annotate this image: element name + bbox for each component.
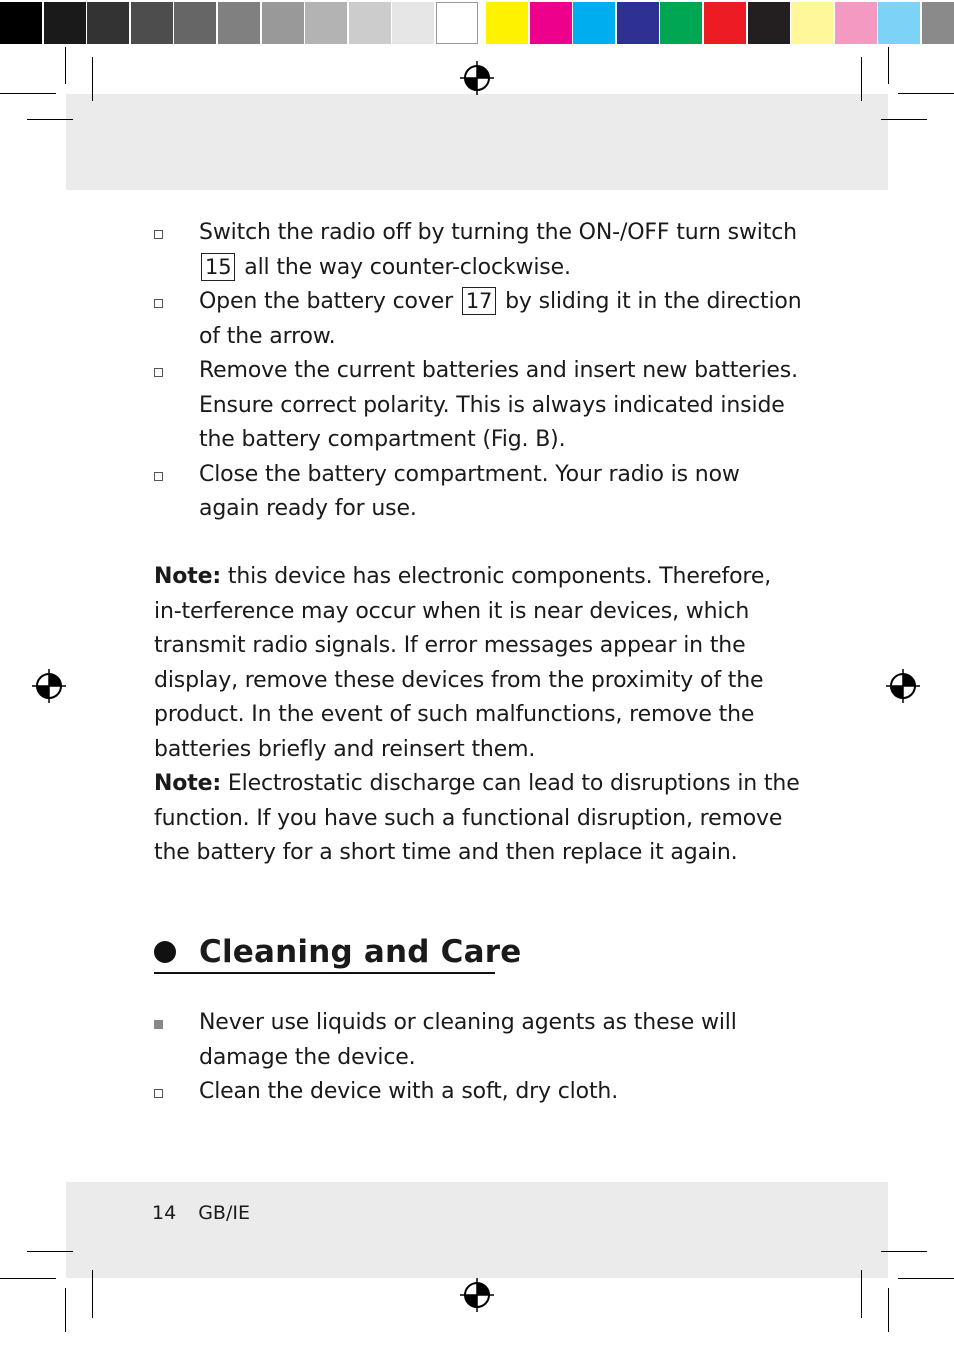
- color-swatch: [922, 2, 954, 44]
- note-paragraph: [154, 560, 804, 767]
- list-item: [154, 458, 804, 527]
- step-text: Open the battery cover: [199, 289, 460, 314]
- section-title: Cleaning and Care: [199, 934, 522, 970]
- note-text: Electrostatic discharge can lead to disruptions in the function. If you have such a functional disruption, remove the battery for a short time and then replace it again.: [154, 771, 800, 865]
- section-heading: [154, 930, 521, 974]
- step-text: Remove the current batteries and insert new batteries. Ensure correct polarity. This is always indicated inside the battery compartment (Fig. B).: [199, 358, 798, 452]
- list-item: [154, 285, 804, 354]
- color-swatch: [131, 2, 173, 44]
- list-item: [154, 1075, 804, 1110]
- checkbox-square-icon: [154, 472, 163, 481]
- color-swatch: [660, 2, 702, 44]
- color-swatch: [0, 2, 42, 44]
- step-text: Close the battery compartment. Your radio is now again ready for use.: [199, 461, 740, 521]
- warning-square-icon: [154, 1020, 163, 1029]
- checkbox-square-icon: [154, 1089, 163, 1098]
- list-item: [154, 216, 804, 285]
- item-text: Clean the device with a soft, dry cloth.: [199, 1079, 619, 1104]
- note-text: this device has electronic components. Therefore, in-terference may occur when it is near devices, which transmit radio signals. If error messages appear in the display, remove these devices from the proximity of the product. In the event of such malfunctions, remove the batteries briefly and reinsert them.: [154, 564, 772, 762]
- note-paragraph: [154, 767, 804, 871]
- page-footer: [152, 1202, 272, 1224]
- cleaning-list: [154, 1006, 804, 1110]
- color-swatch: [262, 2, 304, 44]
- registration-mark-icon: [32, 669, 66, 703]
- registration-mark-icon: [886, 669, 920, 703]
- color-swatch: [878, 2, 920, 44]
- checkbox-square-icon: [154, 299, 163, 308]
- color-swatch: [530, 2, 572, 44]
- item-text: Never use liquids or cleaning agents as these will damage the device.: [199, 1010, 737, 1070]
- note-label: Note:: [154, 771, 222, 796]
- color-swatch: [573, 2, 615, 44]
- color-swatch: [44, 2, 86, 44]
- checkbox-square-icon: [154, 368, 163, 377]
- note-label: Note:: [154, 564, 222, 589]
- list-item: [154, 1006, 804, 1075]
- color-swatch: [748, 2, 790, 44]
- registration-mark-icon: [460, 61, 494, 95]
- part-reference-badge: 17: [462, 287, 496, 315]
- header-band: [66, 94, 888, 190]
- notes-block: [154, 560, 804, 871]
- color-swatch: [218, 2, 260, 44]
- locale-label: GB/IE: [198, 1202, 250, 1224]
- registration-mark-icon: [460, 1278, 494, 1312]
- checkbox-square-icon: [154, 230, 163, 239]
- color-swatch: [617, 2, 659, 44]
- page-number: 14: [152, 1202, 177, 1224]
- step-text: by sliding it in the direction of the arrow.: [199, 289, 802, 349]
- step-text: all the way counter-clockwise.: [237, 254, 571, 280]
- color-swatch: [704, 2, 746, 44]
- battery-steps: [154, 216, 804, 527]
- color-swatch: [791, 2, 833, 44]
- color-swatch: [87, 2, 129, 44]
- part-reference-badge: 15: [201, 253, 235, 281]
- color-swatch: [486, 2, 528, 44]
- color-swatch: [835, 2, 877, 44]
- footer-band: [66, 1182, 888, 1278]
- color-swatch: [349, 2, 391, 44]
- color-swatch: [436, 2, 478, 44]
- step-list: [154, 216, 804, 527]
- list-item: [154, 354, 804, 458]
- color-swatch: [305, 2, 347, 44]
- color-swatch: [392, 2, 434, 44]
- heading-underline: [154, 972, 495, 974]
- heading-bullet-icon: [154, 941, 176, 963]
- color-swatch: [174, 2, 216, 44]
- step-text: Switch the radio off by turning the ON-/OFF turn switch: [199, 220, 797, 245]
- cleaning-items: [154, 1006, 804, 1110]
